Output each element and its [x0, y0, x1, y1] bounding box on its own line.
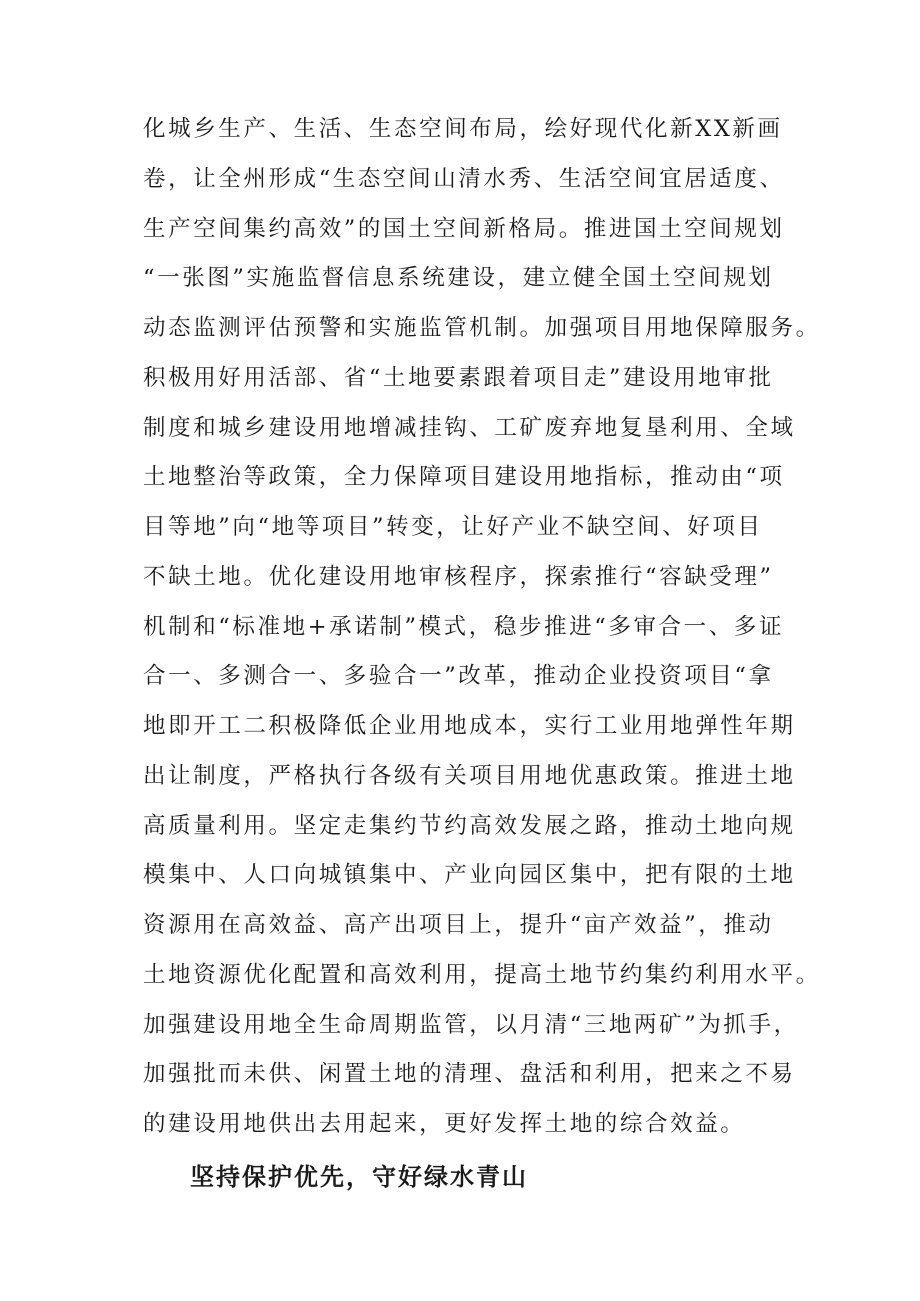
body-line: 地即开工二积极降低企业用地成本，实行工业用地弹性年期 [143, 713, 796, 739]
body-line: 积极用好用活部、省“土地要素跟着项目走”建设用地审批 [143, 364, 774, 391]
body-line: 目等地”向“地等项目”转变，让好产业不缺空间、好项目 [143, 514, 763, 540]
body-line: 加强批而未供、闲置土地的清理、盘活和利用，把来之不易 [143, 1061, 796, 1088]
body-line: 生产空间集约高效”的国土空间新格局。推进国土空间规划 [143, 215, 785, 242]
body-line: 动态监测评估预警和实施监管机制。加强项目用地保障服务。 [143, 315, 821, 341]
body-line: 化城乡生产、生活、生态空间布局，绘好现代化新XX新画 [143, 116, 783, 142]
body-line: 的建设用地供出去用起来，更好发挥土地的综合效益。 [143, 1111, 746, 1137]
body-line: 制度和城乡建设用地增减挂钩、工矿废弃地复垦利用、全域 [143, 414, 796, 441]
body-line: 土地整治等政策，全力保障项目建设用地指标，推动由“项 [143, 464, 785, 491]
body-line: 土地资源优化配置和高效利用，提高土地节约集约利用水平。 [143, 961, 821, 988]
body-line: 模集中、人口向城镇集中、产业向园区集中，把有限的土地 [143, 862, 796, 889]
body-paragraph [143, 105, 843, 1150]
body-line: 机制和“标准地+承诺制”模式，稳步推进“多审合一、多证 [143, 613, 785, 640]
body-line: 加强建设用地全生命周期监管，以月清“三地两矿”为抓手， [143, 1011, 799, 1038]
body-line: 卷，让全州形成“生态空间山清水秀、生活空间宜居适度、 [143, 165, 785, 192]
body-line: 资源用在高效益、高产出项目上，提升“亩产效益”，推动 [143, 912, 774, 938]
section-heading: 坚持保护优先，守好绿水青山 [190, 1163, 528, 1191]
body-line: “一张图”实施监督信息系统建设，建立健全国土空间规划 [143, 265, 774, 292]
body-line: 出让制度，严格执行各级有关项目用地优惠政策。推进土地 [143, 762, 796, 789]
body-line: 高质量利用。坚定走集约节约高效发展之路，推动土地向规 [143, 812, 796, 839]
body-line: 不缺土地。优化建设用地审核程序，探索推行“容缺受理” [143, 563, 774, 590]
body-line: 合一、多测合一、多验合一”改革，推动企业投资项目“拿 [143, 663, 774, 690]
